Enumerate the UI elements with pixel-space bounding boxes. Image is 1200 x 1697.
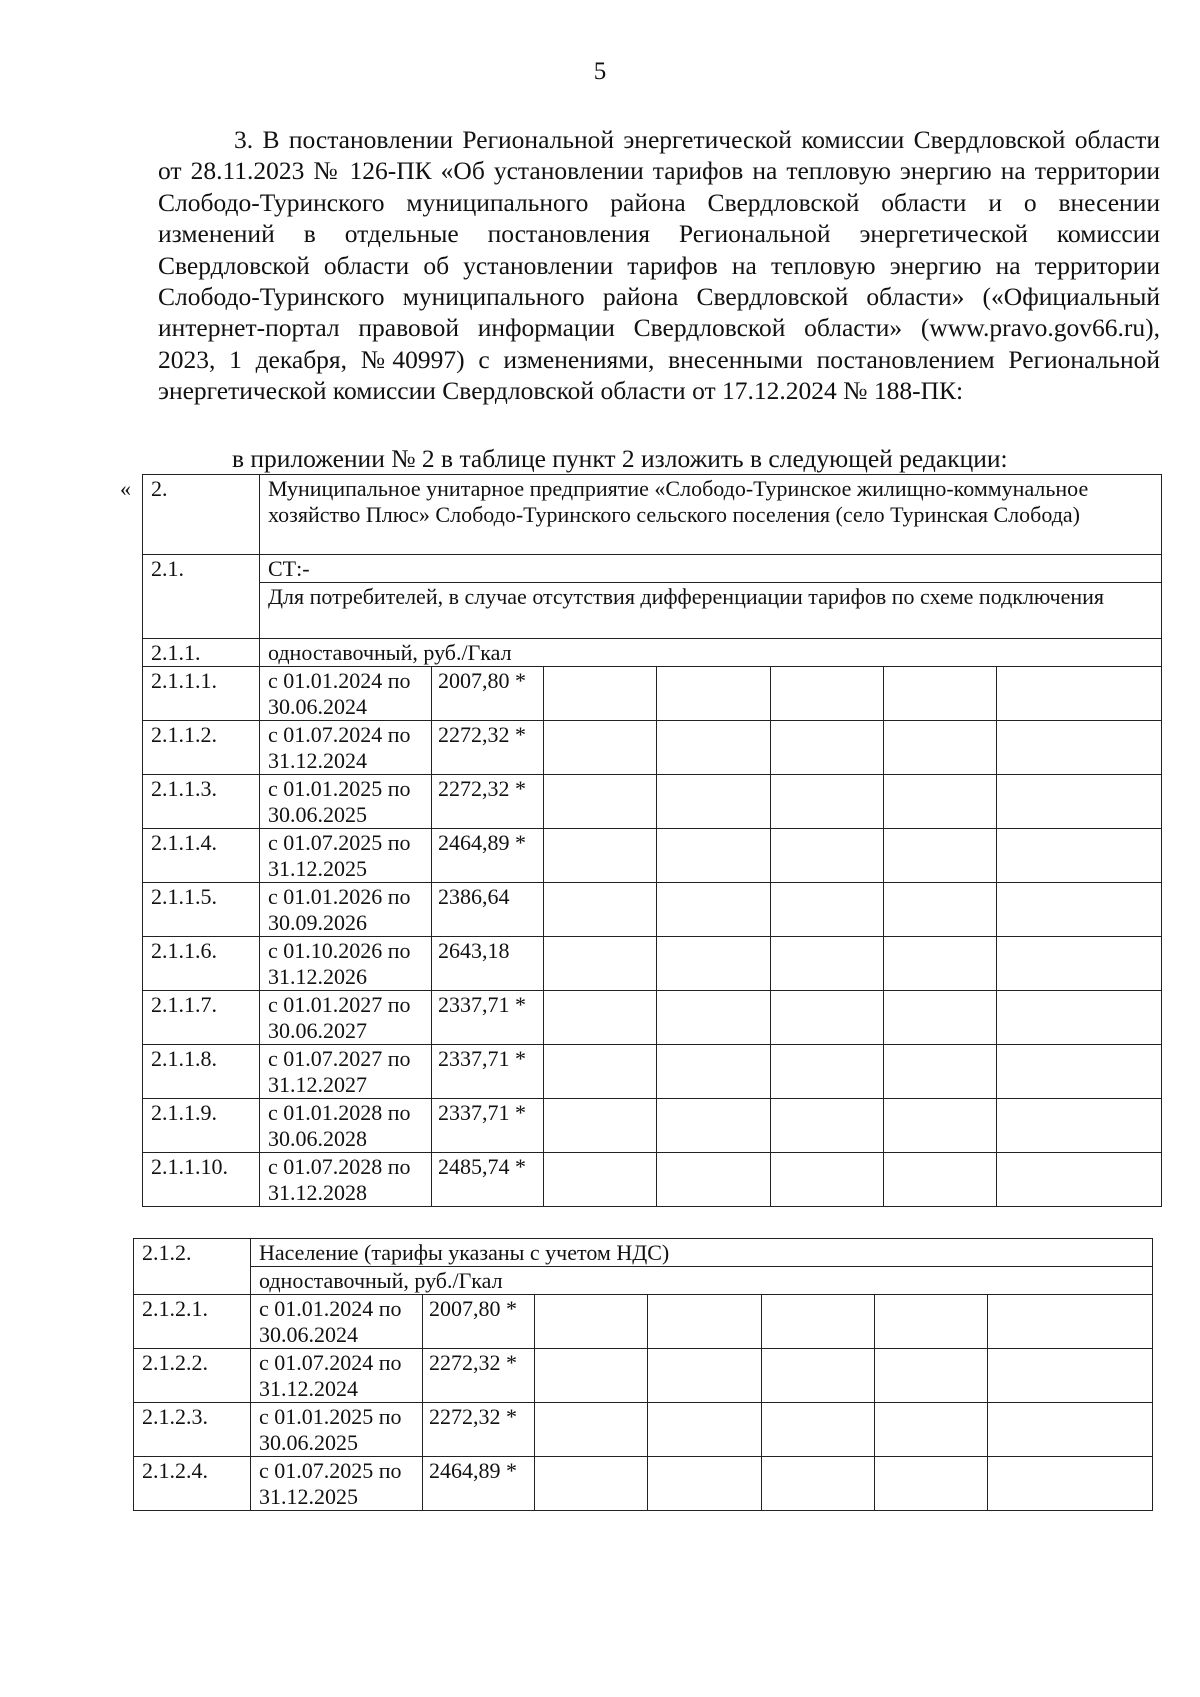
table-row — [143, 475, 1162, 555]
empty-cell — [535, 1349, 648, 1403]
rate-row — [143, 1045, 1162, 1099]
rate-row — [143, 937, 1162, 991]
period-end: 31.12.2026 — [268, 964, 367, 989]
rate-period — [260, 991, 432, 1045]
empty-cell — [884, 1153, 997, 1207]
rate-row — [143, 667, 1162, 721]
empty-cell — [657, 1099, 771, 1153]
period-start: с 01.07.2024 по — [259, 1350, 402, 1375]
empty-cell — [657, 1045, 771, 1099]
rate-period — [260, 721, 432, 775]
rate-row — [143, 883, 1162, 937]
empty-cell — [997, 721, 1162, 775]
empty-cell — [997, 883, 1162, 937]
rate-period — [251, 1349, 423, 1403]
rate-value: 2272,32 * — [432, 721, 544, 775]
rate-period — [260, 667, 432, 721]
enterprise-name: Муниципальное унитарное предприятие «Слободо-Туринское жилищно-коммунальное хозяйство Плюс» Слободо-Туринского сельского поселения (село Туринская Слобода) — [260, 475, 1162, 555]
period-start: с 01.07.2025 по — [268, 830, 411, 855]
page-number: 5 — [593, 58, 607, 85]
empty-cell — [997, 937, 1162, 991]
rate-number: 2.1.1.6. — [143, 937, 260, 991]
item-number: 2.1. — [143, 555, 260, 639]
rate-value: 2337,71 * — [432, 1099, 544, 1153]
period-start: с 01.01.2028 по — [268, 1100, 411, 1125]
empty-cell — [657, 829, 771, 883]
item-number: 2.1.2. — [134, 1239, 251, 1295]
rate-period — [260, 937, 432, 991]
rate-row — [134, 1457, 1153, 1511]
empty-cell — [875, 1403, 988, 1457]
rate-row — [143, 721, 1162, 775]
rate-value: 2386,64 — [432, 883, 544, 937]
empty-cell — [771, 829, 884, 883]
rate-row — [134, 1295, 1153, 1349]
rate-value: 2007,80 * — [423, 1295, 535, 1349]
empty-cell — [762, 1457, 875, 1511]
rate-value: 2464,89 * — [423, 1457, 535, 1511]
rate-number: 2.1.1.10. — [143, 1153, 260, 1207]
table-row — [134, 1239, 1153, 1267]
amendment-paragraph: 3. В постановлении Региональной энергетической комиссии Свердловской области от 28.11.2023 № 126-ПК «Об установлении тарифов на тепловую энергию на территории Слободо-Туринского муниципального района Свердловской области и о внесении изменений в отдельные постановления Региональной энергетической комиссии Свердловской области об установлении тарифов на тепловую энергию на территории Слободо-Туринского муниципального района Свердловской области» («Официальный интернет-портал правовой информации Свердловской области» (www.pravo.gov66.ru), 2023, 1 декабря, №40997) с изменениями, внесенными постановлением Региональной энергетической комиссии Свердловской области от 17.12.2024 № 188-ПК: — [158, 125, 1160, 406]
empty-cell — [762, 1295, 875, 1349]
empty-cell — [771, 937, 884, 991]
rate-period — [260, 829, 432, 883]
empty-cell — [875, 1349, 988, 1403]
period-start: с 01.01.2024 по — [268, 668, 411, 693]
empty-cell — [535, 1457, 648, 1511]
rate-value: 2337,71 * — [432, 1045, 544, 1099]
empty-cell — [997, 775, 1162, 829]
rate-value: 2272,32 * — [432, 775, 544, 829]
rate-number: 2.1.2.1. — [134, 1295, 251, 1349]
empty-cell — [771, 721, 884, 775]
empty-cell — [771, 991, 884, 1045]
section-label: СТ:- — [260, 555, 1162, 583]
period-end: 30.06.2027 — [268, 1018, 367, 1043]
consumer-category: Население (тарифы указаны с учетом НДС) — [251, 1239, 1153, 1267]
empty-cell — [771, 775, 884, 829]
empty-cell — [884, 829, 997, 883]
empty-cell — [648, 1403, 762, 1457]
rate-number: 2.1.1.2. — [143, 721, 260, 775]
rate-value: 2485,74 * — [432, 1153, 544, 1207]
period-start: с 01.01.2025 по — [259, 1404, 402, 1429]
rate-number: 2.1.1.7. — [143, 991, 260, 1045]
rate-number: 2.1.2.2. — [134, 1349, 251, 1403]
empty-cell — [875, 1457, 988, 1511]
opening-quote-mark: « — [120, 476, 131, 501]
empty-cell — [535, 1403, 648, 1457]
rate-type: одноставочный, руб./Гкал — [251, 1267, 1153, 1295]
period-end: 31.12.2027 — [268, 1072, 367, 1097]
rate-row — [143, 829, 1162, 883]
empty-cell — [997, 829, 1162, 883]
empty-cell — [657, 883, 771, 937]
rate-value: 2337,71 * — [432, 991, 544, 1045]
rate-row — [134, 1349, 1153, 1403]
rate-row — [143, 991, 1162, 1045]
rate-row — [143, 775, 1162, 829]
rate-number: 2.1.1.4. — [143, 829, 260, 883]
empty-cell — [884, 937, 997, 991]
empty-cell — [884, 775, 997, 829]
empty-cell — [648, 1349, 762, 1403]
empty-cell — [884, 1099, 997, 1153]
empty-cell — [544, 991, 657, 1045]
rate-number: 2.1.1.8. — [143, 1045, 260, 1099]
rate-value: 2272,32 * — [423, 1349, 535, 1403]
table-row — [143, 555, 1162, 583]
empty-cell — [657, 1153, 771, 1207]
tariff-table-bottom — [133, 1238, 1153, 1511]
period-end: 31.12.2024 — [268, 748, 367, 773]
empty-cell — [771, 667, 884, 721]
table-row — [143, 639, 1162, 667]
consumer-category: Для потребителей, в случае отсутствия дифференциации тарифов по схеме подключения — [260, 583, 1162, 639]
period-start: с 01.07.2027 по — [268, 1046, 411, 1071]
empty-cell — [875, 1295, 988, 1349]
empty-cell — [657, 667, 771, 721]
empty-cell — [657, 937, 771, 991]
table-row — [143, 583, 1162, 639]
empty-cell — [997, 1045, 1162, 1099]
empty-cell — [648, 1295, 762, 1349]
period-end: 30.06.2025 — [259, 1430, 358, 1455]
empty-cell — [997, 991, 1162, 1045]
empty-cell — [997, 1153, 1162, 1207]
empty-cell — [544, 775, 657, 829]
empty-cell — [544, 883, 657, 937]
item-number: 2. — [143, 475, 260, 555]
empty-cell — [544, 1153, 657, 1207]
rate-row — [134, 1403, 1153, 1457]
rate-period — [260, 1045, 432, 1099]
rate-period — [251, 1295, 423, 1349]
empty-cell — [535, 1295, 648, 1349]
empty-cell — [997, 667, 1162, 721]
rate-number: 2.1.2.3. — [134, 1403, 251, 1457]
rate-number: 2.1.1.5. — [143, 883, 260, 937]
period-end: 30.09.2026 — [268, 910, 367, 935]
period-start: с 01.01.2027 по — [268, 992, 411, 1017]
tariff-table-top — [142, 474, 1162, 1207]
amendment-instruction: в приложении № 2 в таблице пункт 2 изложить в следующей редакции: — [232, 444, 1008, 473]
period-end: 30.06.2024 — [259, 1322, 358, 1347]
rate-period — [260, 775, 432, 829]
period-end: 31.12.2025 — [268, 856, 367, 881]
empty-cell — [544, 829, 657, 883]
empty-cell — [544, 667, 657, 721]
rate-period — [260, 883, 432, 937]
rate-period — [260, 1099, 432, 1153]
rate-number: 2.1.1.1. — [143, 667, 260, 721]
empty-cell — [762, 1403, 875, 1457]
empty-cell — [884, 667, 997, 721]
period-start: с 01.07.2028 по — [268, 1154, 411, 1179]
empty-cell — [771, 1099, 884, 1153]
empty-cell — [771, 1045, 884, 1099]
table-row — [134, 1267, 1153, 1295]
rate-value: 2007,80 * — [432, 667, 544, 721]
empty-cell — [544, 1045, 657, 1099]
empty-cell — [988, 1295, 1153, 1349]
empty-cell — [657, 775, 771, 829]
empty-cell — [997, 1099, 1162, 1153]
empty-cell — [988, 1403, 1153, 1457]
period-end: 30.06.2024 — [268, 694, 367, 719]
period-end: 31.12.2025 — [259, 1484, 358, 1509]
rate-period — [260, 1153, 432, 1207]
period-start: с 01.01.2026 по — [268, 884, 411, 909]
item-number: 2.1.1. — [143, 639, 260, 667]
period-start: с 01.10.2026 по — [268, 938, 411, 963]
empty-cell — [771, 883, 884, 937]
empty-cell — [884, 1045, 997, 1099]
period-end: 30.06.2025 — [268, 802, 367, 827]
empty-cell — [648, 1457, 762, 1511]
rate-value: 2272,32 * — [423, 1403, 535, 1457]
period-end: 30.06.2028 — [268, 1126, 367, 1151]
rate-value: 2464,89 * — [432, 829, 544, 883]
period-start: с 01.07.2025 по — [259, 1458, 402, 1483]
period-end: 31.12.2028 — [268, 1180, 367, 1205]
empty-cell — [988, 1457, 1153, 1511]
rate-row — [143, 1099, 1162, 1153]
empty-cell — [544, 721, 657, 775]
rate-number: 2.1.1.3. — [143, 775, 260, 829]
empty-cell — [771, 1153, 884, 1207]
period-end: 31.12.2024 — [259, 1376, 358, 1401]
rate-period — [251, 1457, 423, 1511]
rate-value: 2643,18 — [432, 937, 544, 991]
rate-number: 2.1.2.4. — [134, 1457, 251, 1511]
empty-cell — [544, 937, 657, 991]
empty-cell — [884, 991, 997, 1045]
empty-cell — [544, 1099, 657, 1153]
period-start: с 01.01.2024 по — [259, 1296, 402, 1321]
empty-cell — [884, 883, 997, 937]
empty-cell — [657, 721, 771, 775]
empty-cell — [762, 1349, 875, 1403]
rate-type: одноставочный, руб./Гкал — [260, 639, 1162, 667]
empty-cell — [657, 991, 771, 1045]
empty-cell — [988, 1349, 1153, 1403]
period-start: с 01.07.2024 по — [268, 722, 411, 747]
period-start: с 01.01.2025 по — [268, 776, 411, 801]
empty-cell — [884, 721, 997, 775]
rate-period — [251, 1403, 423, 1457]
rate-number: 2.1.1.9. — [143, 1099, 260, 1153]
rate-row — [143, 1153, 1162, 1207]
